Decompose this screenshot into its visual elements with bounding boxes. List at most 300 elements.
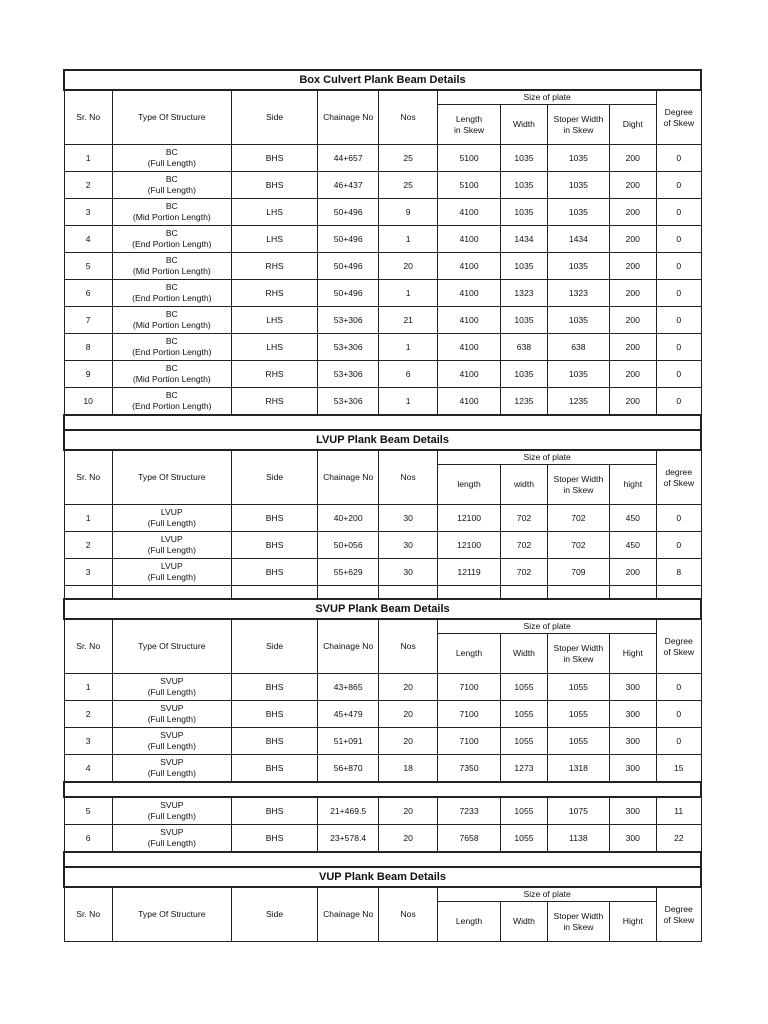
- stoper-width-cell: 702: [548, 505, 609, 532]
- chainage-cell: 46+437: [318, 172, 378, 199]
- length-cell: 7100: [438, 728, 500, 755]
- length-cell: 4100: [438, 280, 500, 307]
- stoper-width-cell: 1055: [548, 728, 609, 755]
- header-height: Hight: [609, 634, 656, 674]
- skew-cell: 22: [656, 825, 701, 853]
- nos-cell: 30: [378, 505, 437, 532]
- nos-cell: 1: [378, 226, 437, 253]
- sr-no-cell: 4: [64, 226, 112, 253]
- width-cell: 1055: [500, 797, 547, 825]
- side-cell: BHS: [231, 755, 318, 783]
- sr-no-cell: 6: [64, 825, 112, 853]
- width-cell: 1055: [500, 728, 547, 755]
- chainage-cell: 50+056: [318, 532, 378, 559]
- type-of-structure-line-2: (Full Length): [147, 714, 196, 724]
- skew-cell: 15: [656, 755, 701, 783]
- type-of-structure-line-2: (Full Length): [147, 518, 196, 528]
- length-cell: 4100: [438, 253, 500, 280]
- length-cell: 7100: [438, 701, 500, 728]
- section-title: VUP Plank Beam Details: [64, 867, 701, 887]
- skew-cell: 0: [656, 728, 701, 755]
- type-of-structure-line-2: (Full Length): [147, 687, 196, 697]
- type-of-structure-line-2: (End Portion Length): [132, 293, 212, 303]
- header-row: [64, 450, 701, 465]
- header-nos: Nos: [378, 450, 437, 505]
- type-of-structure-line-1: SVUP: [160, 800, 184, 810]
- nos-cell: 6: [378, 361, 437, 388]
- stoper-width-cell: 1035: [548, 253, 609, 280]
- height-cell: 450: [609, 532, 656, 559]
- type-of-structure-cell: [112, 797, 231, 825]
- header-nos: Nos: [378, 887, 437, 942]
- header-width: Width: [500, 105, 547, 145]
- section-gap-row: [64, 852, 701, 867]
- type-of-structure-line-1: SVUP: [160, 757, 184, 767]
- header-stoper-width: Stoper Width in Skew: [548, 634, 609, 674]
- type-of-structure-line-2: (End Portion Length): [132, 401, 212, 411]
- side-cell: RHS: [231, 388, 318, 416]
- type-of-structure-cell: [112, 825, 231, 853]
- length-cell: 12100: [438, 532, 500, 559]
- header-nos: Nos: [378, 90, 437, 145]
- table-row: [64, 701, 701, 728]
- stoper-width-cell: 638: [548, 334, 609, 361]
- chainage-cell: 51+091: [318, 728, 378, 755]
- type-of-structure-line-1: BC: [165, 336, 178, 346]
- sr-no-cell: 10: [64, 388, 112, 416]
- type-of-structure-cell: [112, 172, 231, 199]
- height-cell: 300: [609, 755, 656, 783]
- type-of-structure-cell: [112, 701, 231, 728]
- sr-no-cell: 5: [64, 253, 112, 280]
- width-cell: 1035: [500, 145, 547, 172]
- empty-cell: [656, 586, 701, 600]
- length-cell: 7658: [438, 825, 500, 853]
- length-cell: 7350: [438, 755, 500, 783]
- type-of-structure-line-2: (Full Length): [147, 768, 196, 778]
- side-cell: BHS: [231, 559, 318, 586]
- height-cell: 200: [609, 361, 656, 388]
- type-of-structure-line-2: (Full Length): [147, 545, 196, 555]
- nos-cell: 30: [378, 532, 437, 559]
- stoper-width-cell: 1035: [548, 172, 609, 199]
- nos-cell: 1: [378, 334, 437, 361]
- table-row: [64, 334, 701, 361]
- skew-cell: 11: [656, 797, 701, 825]
- section-title-row: [64, 599, 701, 619]
- table-row: [64, 797, 701, 825]
- length-cell: 12100: [438, 505, 500, 532]
- header-side: Side: [231, 90, 318, 145]
- header-sr-no: Sr. No: [64, 887, 112, 942]
- type-of-structure-line-1: LVUP: [160, 561, 183, 571]
- header-type-of-structure: Type Of Structure: [112, 887, 231, 942]
- nos-cell: 20: [378, 674, 437, 701]
- empty-cell: [318, 586, 378, 600]
- sr-no-cell: 5: [64, 797, 112, 825]
- sr-no-cell: 1: [64, 505, 112, 532]
- skew-cell: 0: [656, 361, 701, 388]
- table-row: [64, 674, 701, 701]
- type-of-structure-cell: [112, 505, 231, 532]
- table-row: [64, 226, 701, 253]
- table-row: [64, 145, 701, 172]
- skew-cell: 0: [656, 253, 701, 280]
- header-height: Hight: [609, 902, 656, 942]
- type-of-structure-cell: [112, 728, 231, 755]
- header-size-of-plate: Size of plate: [438, 619, 657, 634]
- type-of-structure-line-1: SVUP: [160, 703, 184, 713]
- width-cell: 702: [500, 505, 547, 532]
- header-height: Dight: [609, 105, 656, 145]
- sr-no-cell: 9: [64, 361, 112, 388]
- type-of-structure-line-2: (Full Length): [147, 838, 196, 848]
- section-title: SVUP Plank Beam Details: [64, 599, 701, 619]
- length-cell: 7233: [438, 797, 500, 825]
- width-cell: 638: [500, 334, 547, 361]
- type-of-structure-cell: [112, 307, 231, 334]
- chainage-cell: 50+496: [318, 199, 378, 226]
- nos-cell: 21: [378, 307, 437, 334]
- header-type-of-structure: Type Of Structure: [112, 90, 231, 145]
- side-cell: BHS: [231, 797, 318, 825]
- chainage-cell: 53+306: [318, 334, 378, 361]
- empty-cell: [438, 586, 500, 600]
- type-of-structure-line-1: BC: [165, 390, 178, 400]
- header-stoper-width: Stoper Width in Skew: [548, 465, 609, 505]
- empty-cell: [231, 586, 318, 600]
- header-side: Side: [231, 619, 318, 674]
- empty-cell: [500, 586, 547, 600]
- type-of-structure-line-2: (Full Length): [147, 158, 196, 168]
- skew-cell: 0: [656, 172, 701, 199]
- side-cell: LHS: [231, 307, 318, 334]
- width-cell: 1035: [500, 172, 547, 199]
- type-of-structure-cell: [112, 145, 231, 172]
- nos-cell: 20: [378, 728, 437, 755]
- table-row: [64, 728, 701, 755]
- stoper-width-cell: 709: [548, 559, 609, 586]
- type-of-structure-line-1: SVUP: [160, 827, 184, 837]
- type-of-structure-cell: [112, 674, 231, 701]
- stoper-width-cell: 702: [548, 532, 609, 559]
- sr-no-cell: 4: [64, 755, 112, 783]
- side-cell: LHS: [231, 199, 318, 226]
- header-degree-of-skew: Degree of Skew: [656, 887, 701, 942]
- skew-cell: 0: [656, 334, 701, 361]
- header-width: width: [500, 465, 547, 505]
- stoper-width-cell: 1035: [548, 307, 609, 334]
- width-cell: 1035: [500, 307, 547, 334]
- plank-beam-sheet: [63, 69, 702, 942]
- header-chainage-no: Chainage No: [318, 619, 378, 674]
- width-cell: 1235: [500, 388, 547, 416]
- skew-cell: 0: [656, 199, 701, 226]
- height-cell: 200: [609, 199, 656, 226]
- header-side: Side: [231, 887, 318, 942]
- header-chainage-no: Chainage No: [318, 887, 378, 942]
- empty-cell: [64, 586, 112, 600]
- width-cell: 1055: [500, 701, 547, 728]
- chainage-cell: 50+496: [318, 226, 378, 253]
- chainage-cell: 53+306: [318, 307, 378, 334]
- sr-no-cell: 6: [64, 280, 112, 307]
- chainage-cell: 40+200: [318, 505, 378, 532]
- section-title-row: [64, 867, 701, 887]
- length-cell: 4100: [438, 226, 500, 253]
- side-cell: BHS: [231, 505, 318, 532]
- skew-cell: 0: [656, 388, 701, 416]
- type-of-structure-cell: [112, 280, 231, 307]
- nos-cell: 30: [378, 559, 437, 586]
- nos-cell: 25: [378, 145, 437, 172]
- height-cell: 200: [609, 253, 656, 280]
- stoper-width-cell: 1235: [548, 388, 609, 416]
- table-row: [64, 199, 701, 226]
- length-cell: 5100: [438, 172, 500, 199]
- skew-cell: 0: [656, 145, 701, 172]
- width-cell: 1035: [500, 199, 547, 226]
- chainage-cell: 23+578.4: [318, 825, 378, 853]
- skew-cell: 8: [656, 559, 701, 586]
- section-title: Box Culvert Plank Beam Details: [64, 70, 701, 90]
- width-cell: 702: [500, 559, 547, 586]
- skew-cell: 0: [656, 280, 701, 307]
- stoper-width-cell: 1055: [548, 674, 609, 701]
- type-of-structure-line-2: (Mid Portion Length): [132, 266, 211, 276]
- header-nos: Nos: [378, 619, 437, 674]
- side-cell: BHS: [231, 825, 318, 853]
- stoper-width-cell: 1075: [548, 797, 609, 825]
- skew-cell: 0: [656, 307, 701, 334]
- length-cell: 4100: [438, 199, 500, 226]
- table-row: [64, 361, 701, 388]
- type-of-structure-line-2: (Full Length): [147, 811, 196, 821]
- side-cell: RHS: [231, 361, 318, 388]
- height-cell: 300: [609, 825, 656, 853]
- empty-row: [64, 586, 701, 600]
- nos-cell: 18: [378, 755, 437, 783]
- type-of-structure-cell: [112, 334, 231, 361]
- header-sr-no: Sr. No: [64, 90, 112, 145]
- table-row: [64, 253, 701, 280]
- side-cell: RHS: [231, 253, 318, 280]
- type-of-structure-line-1: BC: [165, 147, 178, 157]
- height-cell: 300: [609, 728, 656, 755]
- sr-no-cell: 2: [64, 701, 112, 728]
- table-row: [64, 505, 701, 532]
- header-length: Length: [438, 634, 500, 674]
- stoper-width-cell: 1323: [548, 280, 609, 307]
- header-row: [64, 90, 701, 105]
- table-row: [64, 825, 701, 853]
- type-of-structure-line-2: (Mid Portion Length): [132, 212, 211, 222]
- height-cell: 300: [609, 674, 656, 701]
- side-cell: BHS: [231, 701, 318, 728]
- sr-no-cell: 3: [64, 199, 112, 226]
- header-length: Length: [438, 902, 500, 942]
- header-stoper-width: Stoper Width in Skew: [548, 105, 609, 145]
- chainage-cell: 55+629: [318, 559, 378, 586]
- header-size-of-plate: Size of plate: [438, 90, 657, 105]
- sr-no-cell: 3: [64, 728, 112, 755]
- header-row: [64, 619, 701, 634]
- side-cell: BHS: [231, 532, 318, 559]
- height-cell: 200: [609, 226, 656, 253]
- nos-cell: 9: [378, 199, 437, 226]
- stoper-width-cell: 1434: [548, 226, 609, 253]
- type-of-structure-line-1: BC: [165, 363, 178, 373]
- table-row: [64, 559, 701, 586]
- skew-cell: 0: [656, 701, 701, 728]
- type-of-structure-line-1: BC: [165, 309, 178, 319]
- chainage-cell: 44+657: [318, 145, 378, 172]
- length-cell: 12119: [438, 559, 500, 586]
- stoper-width-cell: 1318: [548, 755, 609, 783]
- header-height: hight: [609, 465, 656, 505]
- height-cell: 200: [609, 145, 656, 172]
- sr-no-cell: 8: [64, 334, 112, 361]
- header-type-of-structure: Type Of Structure: [112, 619, 231, 674]
- height-cell: 200: [609, 334, 656, 361]
- height-cell: 450: [609, 505, 656, 532]
- nos-cell: 20: [378, 253, 437, 280]
- table-row: [64, 532, 701, 559]
- skew-cell: 0: [656, 532, 701, 559]
- plank-beam-table: [63, 69, 702, 942]
- sr-no-cell: 2: [64, 172, 112, 199]
- width-cell: 1323: [500, 280, 547, 307]
- width-cell: 1273: [500, 755, 547, 783]
- section-title: LVUP Plank Beam Details: [64, 430, 701, 450]
- section-title-row: [64, 430, 701, 450]
- nos-cell: 20: [378, 701, 437, 728]
- stoper-width-cell: 1138: [548, 825, 609, 853]
- type-of-structure-line-2: (Full Length): [147, 741, 196, 751]
- empty-cell: [112, 586, 231, 600]
- header-type-of-structure: Type Of Structure: [112, 450, 231, 505]
- length-cell: 5100: [438, 145, 500, 172]
- type-of-structure-cell: [112, 199, 231, 226]
- header-side: Side: [231, 450, 318, 505]
- header-chainage-no: Chainage No: [318, 450, 378, 505]
- table-row: [64, 307, 701, 334]
- header-length: Length in Skew: [438, 105, 500, 145]
- side-cell: BHS: [231, 145, 318, 172]
- stoper-width-cell: 1035: [548, 199, 609, 226]
- width-cell: 1055: [500, 825, 547, 853]
- type-of-structure-cell: [112, 226, 231, 253]
- stoper-width-cell: 1035: [548, 361, 609, 388]
- type-of-structure-cell: [112, 532, 231, 559]
- chainage-cell: 43+865: [318, 674, 378, 701]
- type-of-structure-cell: [112, 755, 231, 783]
- header-width: Width: [500, 634, 547, 674]
- side-cell: BHS: [231, 728, 318, 755]
- side-cell: LHS: [231, 334, 318, 361]
- length-cell: 4100: [438, 361, 500, 388]
- nos-cell: 1: [378, 280, 437, 307]
- length-cell: 4100: [438, 388, 500, 416]
- sr-no-cell: 1: [64, 145, 112, 172]
- nos-cell: 25: [378, 172, 437, 199]
- width-cell: 702: [500, 532, 547, 559]
- skew-cell: 0: [656, 674, 701, 701]
- stoper-width-cell: 1055: [548, 701, 609, 728]
- height-cell: 300: [609, 797, 656, 825]
- header-degree-of-skew: Degree of Skew: [656, 90, 701, 145]
- type-of-structure-line-1: BC: [165, 282, 178, 292]
- type-of-structure-line-2: (End Portion Length): [132, 347, 212, 357]
- height-cell: 200: [609, 559, 656, 586]
- type-of-structure-line-2: (End Portion Length): [132, 239, 212, 249]
- type-of-structure-line-2: (Mid Portion Length): [132, 320, 211, 330]
- empty-cell: [609, 586, 656, 600]
- chainage-cell: 50+496: [318, 280, 378, 307]
- table-row: [64, 755, 701, 783]
- type-of-structure-cell: [112, 253, 231, 280]
- sr-no-cell: 7: [64, 307, 112, 334]
- side-cell: BHS: [231, 172, 318, 199]
- type-of-structure-line-2: (Mid Portion Length): [132, 374, 211, 384]
- type-of-structure-cell: [112, 361, 231, 388]
- height-cell: 300: [609, 701, 656, 728]
- nos-cell: 20: [378, 825, 437, 853]
- header-length: length: [438, 465, 500, 505]
- empty-cell: [378, 586, 437, 600]
- header-degree-of-skew: degree of Skew: [656, 450, 701, 505]
- length-cell: 4100: [438, 334, 500, 361]
- section-gap-row: [64, 415, 701, 430]
- chainage-cell: 21+469.5: [318, 797, 378, 825]
- gap-cell: [64, 852, 701, 867]
- chainage-cell: 53+306: [318, 361, 378, 388]
- nos-cell: 1: [378, 388, 437, 416]
- type-of-structure-cell: [112, 559, 231, 586]
- header-size-of-plate: Size of plate: [438, 887, 657, 902]
- header-chainage-no: Chainage No: [318, 90, 378, 145]
- width-cell: 1035: [500, 361, 547, 388]
- header-stoper-width: Stoper Width in Skew: [548, 902, 609, 942]
- type-of-structure-line-1: BC: [165, 255, 178, 265]
- header-width: Width: [500, 902, 547, 942]
- type-of-structure-line-2: (Full Length): [147, 185, 196, 195]
- type-of-structure-line-2: (Full Length): [147, 572, 196, 582]
- gap-cell: [64, 782, 701, 797]
- header-row: [64, 887, 701, 902]
- section-title-row: [64, 70, 701, 90]
- side-cell: LHS: [231, 226, 318, 253]
- gap-cell: [64, 415, 701, 430]
- section-gap-row: [64, 782, 701, 797]
- side-cell: BHS: [231, 674, 318, 701]
- type-of-structure-line-1: SVUP: [160, 676, 184, 686]
- chainage-cell: 50+496: [318, 253, 378, 280]
- type-of-structure-line-1: BC: [165, 174, 178, 184]
- chainage-cell: 56+870: [318, 755, 378, 783]
- chainage-cell: 53+306: [318, 388, 378, 416]
- type-of-structure-line-1: BC: [165, 201, 178, 211]
- height-cell: 200: [609, 172, 656, 199]
- header-sr-no: Sr. No: [64, 619, 112, 674]
- skew-cell: 0: [656, 505, 701, 532]
- length-cell: 4100: [438, 307, 500, 334]
- sr-no-cell: 2: [64, 532, 112, 559]
- type-of-structure-line-1: SVUP: [160, 730, 184, 740]
- skew-cell: 0: [656, 226, 701, 253]
- type-of-structure-line-1: BC: [165, 228, 178, 238]
- type-of-structure-line-1: LVUP: [160, 534, 183, 544]
